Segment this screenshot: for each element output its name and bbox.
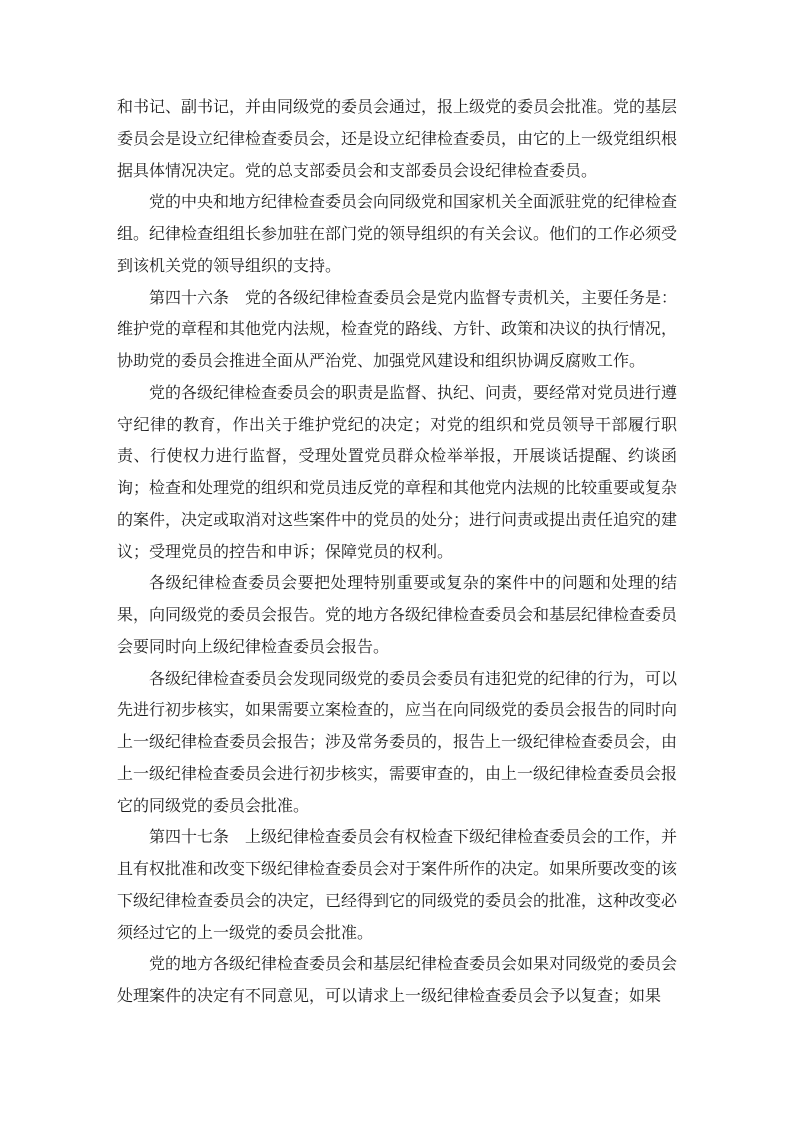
paragraph: 各级纪律检查委员会发现同级党的委员会委员有违犯党的纪律的行为，可以先进行初步核实，如果需要立案检查的，应当在向同级党的委员会报告的同时向上一级纪律检查委员会报告；涉及常务委员的，报告上一级纪律检查委员会，由上一级纪律检查委员会进行初步核实，需要审查的，由上一级纪律检查委员会报它的同级党的委员会批准。 <box>117 670 678 815</box>
document-body <box>117 92 677 1013</box>
paragraph-article-47: 第四十七条 上级纪律检查委员会有权检查下级纪律检查委员会的工作，并且有权批准和改变下级纪律检查委员会对于案件所作的决定。如果所要改变的该下级纪律检查委员会的决定，已经得到它的同级党的委员会的批准，这种改变必须经过它的上一级党的委员会批准。 <box>117 829 678 942</box>
paragraph-continuation: 和书记、副书记，并由同级党的委员会通过，报上级党的委员会批准。党的基层委员会是设立纪律检查委员会，还是设立纪律检查委员，由它的上一级党组织根据具体情况决定。党的总支部委员会和支部委员会设纪律检查委员。 <box>117 99 678 180</box>
paragraph-truncated: 党的地方各级纪律检查委员会和基层纪律检查委员会如果对同级党的委员会处理案件的决定有不同意见，可以请求上一级纪律检查委员会予以复查；如果 <box>117 956 678 1005</box>
paragraph-article-46: 第四十六条 党的各级纪律检查委员会是党内监督专责机关，主要任务是：维护党的章程和其他党内法规，检查党的路线、方针、政策和决议的执行情况，协助党的委员会推进全面从严治党、加强党风建设和组织协调反腐败工作。 <box>117 289 678 370</box>
paragraph: 党的中央和地方纪律检查委员会向同级党和国家机关全面派驻党的纪律检查组。纪律检查组组长参加驻在部门党的领导组织的有关会议。他们的工作必须受到该机关党的领导组织的支持。 <box>117 194 678 275</box>
paragraph: 各级纪律检查委员会要把处理特别重要或复杂的案件中的问题和处理的结果，向同级党的委员会报告。党的地方各级纪律检查委员会和基层纪律检查委员会要同时向上级纪律检查委员会报告。 <box>117 575 678 656</box>
paragraph: 党的各级纪律检查委员会的职责是监督、执纪、问责，要经常对党员进行遵守纪律的教育，作出关于维护党纪的决定；对党的组织和党员领导干部履行职责、行使权力进行监督，受理处置党员群众检举举报，开展谈话提醒、约谈函询；检查和处理党的组织和党员违反党的章程和其他党内法规的比较重要或复杂的案件，决定或取消对这些案件中的党员的处分；进行问责或提出责任追究的建议；受理党员的控告和申诉；保障党员的权利。 <box>117 384 678 561</box>
